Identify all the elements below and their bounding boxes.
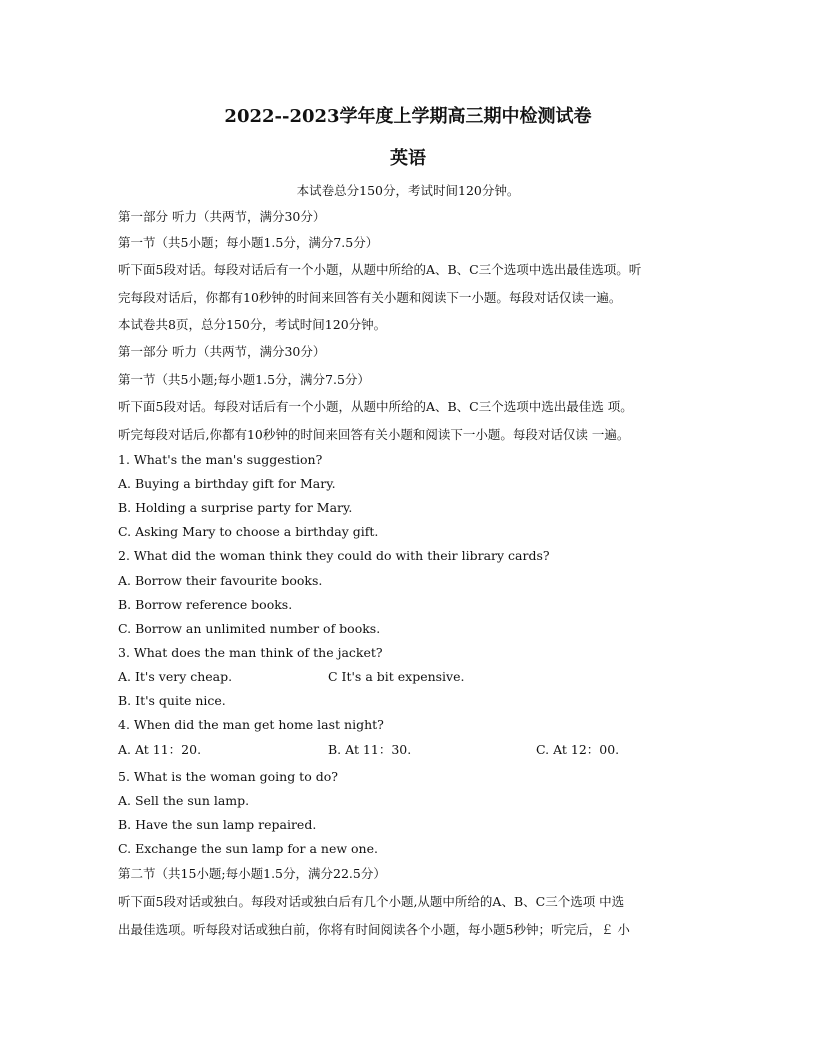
exam-intro: 本试卷总分150分，考试时间120分钟。	[296, 183, 520, 198]
part1-heading-b: 第一部分 听力（共两节，满分30分）	[118, 344, 326, 359]
question-5: 5. What is the woman going to do?	[118, 769, 338, 784]
question-3: 3. What does the man think of the jacket?	[118, 645, 383, 660]
section2-heading: 第二节（共15小题;每小题1.5分，满分22.5分）	[118, 866, 386, 881]
subject-heading: 英语	[390, 148, 426, 169]
question-5-option-b: B. Have the sun lamp repaired.	[118, 817, 317, 832]
question-2: 2. What did the woman think they could do with their library cards?	[118, 548, 550, 563]
question-4-option-a: A. At 11：20.	[118, 742, 202, 757]
question-1: 1. What's the man's suggestion?	[118, 452, 323, 467]
question-1-option-a: A. Buying a birthday gift for Mary.	[118, 476, 336, 491]
question-4-option-c: C. At 12：00.	[536, 742, 620, 757]
page-title: 2022--2023学年度上学期高三期中检测试卷	[224, 106, 592, 127]
instruction-2-line1: 听下面5段对话或独白。每段对话或独白后有几个小题,从题中所给的A、B、C三个选项 中选	[118, 894, 625, 909]
instruction-a-line2: 完每段对话后，你都有10秒钟的时间来回答有关小题和阅读下一小题。每段对话仅读一遍。	[118, 290, 622, 305]
question-5-option-c: C. Exchange the sun lamp for a new one.	[118, 841, 378, 856]
question-4: 4. When did the man get home last night?	[118, 717, 384, 732]
question-3-option-a: A. It's very cheap.	[118, 669, 233, 684]
exam-intro-2: 本试卷共8页，总分150分，考试时间120分钟。	[118, 317, 387, 332]
instruction-2-line2: 出最佳选项。听每段对话或独白前，你将有时间阅读各个小题，每小题5秒钟；听完后，￡ 小	[118, 922, 630, 937]
instruction-b-line2: 听完每段对话后,你都有10秒钟的时间来回答有关小题和阅读下一小题。每段对话仅读 一遍。	[118, 427, 630, 442]
question-3-option-c: C It's a bit expensive.	[328, 669, 465, 684]
section1-heading-a: 第一节（共5小题；每小题1.5分，满分7.5分）	[118, 235, 379, 250]
question-5-option-a: A. Sell the sun lamp.	[118, 793, 250, 808]
question-1-option-b: B. Holding a surprise party for Mary.	[118, 500, 353, 515]
instruction-b-line1: 听下面5段对话。每段对话后有一个小题，从题中所给的A、B、C三个选项中选出最佳选 项。	[118, 399, 633, 414]
question-2-option-b: B. Borrow reference books.	[118, 597, 293, 612]
question-4-option-b: B. At 11：30.	[328, 742, 412, 757]
instruction-a-line1: 听下面5段对话。每段对话后有一个小题，从题中所给的A、B、C三个选项中选出最佳选项。听	[118, 262, 642, 277]
part1-heading-a: 第一部分 听力（共两节，满分30分）	[118, 209, 326, 224]
question-2-option-c: C. Borrow an unlimited number of books.	[118, 621, 381, 636]
question-3-option-b: B. It's quite nice.	[118, 693, 226, 708]
question-2-option-a: A. Borrow their favourite books.	[118, 573, 323, 588]
question-1-option-c: C. Asking Mary to choose a birthday gift.	[118, 524, 379, 539]
section1-heading-b: 第一节（共5小题;每小题1.5分，满分7.5分）	[118, 372, 370, 387]
